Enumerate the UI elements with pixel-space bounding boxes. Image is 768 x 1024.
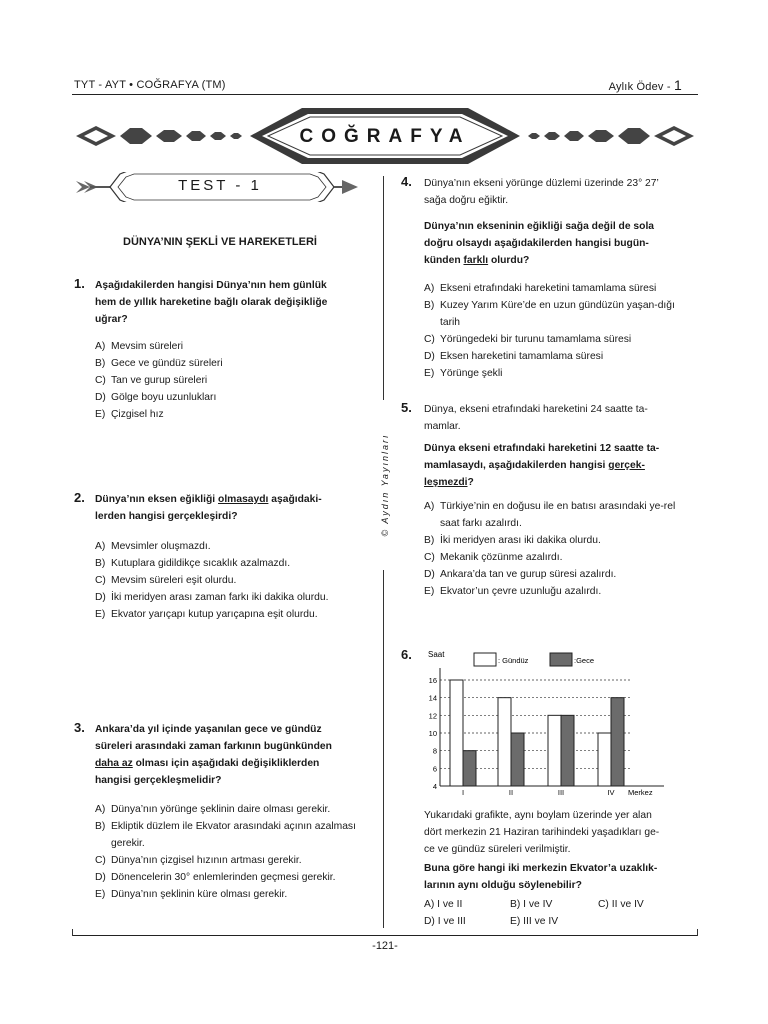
q5-option-c[interactable]: C) Mekanik çözünme azalırdı. xyxy=(424,552,563,563)
q1-stem-line: Aşağıdakilerden hangisi Dünya’nın hem günlük xyxy=(95,280,327,291)
q3-stem-text: olması için aşağıdaki değişikliklerden xyxy=(132,758,320,769)
q6-description xyxy=(424,807,696,858)
q4-options xyxy=(424,280,696,382)
q4-option-e[interactable]: E) Yörünge şekli xyxy=(424,368,503,379)
header-right xyxy=(609,77,682,93)
y-tick-label: 14 xyxy=(428,693,437,703)
q6-description-line: ce ve gündüz süreleri verilmiştir. xyxy=(424,844,571,855)
q4-intro-line: Dünya’nın ekseni yörünge düzlemi üzerinde 23° 27’ xyxy=(424,178,659,189)
q1-number: 1. xyxy=(74,276,85,291)
q4-number: 4. xyxy=(401,174,412,189)
footer-tick-left xyxy=(72,929,73,936)
q2-stem xyxy=(95,491,370,525)
q3-options xyxy=(95,801,370,903)
header-rule xyxy=(72,94,698,95)
q1-stem-line: hem de yıllık hareketine bağlı olarak değişikliğe xyxy=(95,297,328,308)
q5-stem-text: ? xyxy=(467,477,474,488)
q6-number: 6. xyxy=(401,647,412,662)
q1-stem xyxy=(95,277,370,328)
q2-option-e[interactable]: E) Ekvator yarıçapı kutup yarıçapına eşit olurdu. xyxy=(95,609,318,620)
q3-option-a[interactable]: A) Dünya’nın yörünge şeklinin daire olması gerekir. xyxy=(95,804,331,815)
q5-intro-line: mamlar. xyxy=(424,421,461,432)
q2-stem-text: Dünya’nın eksen eğikliği xyxy=(95,494,219,505)
y-tick-label: 6 xyxy=(432,764,437,774)
watermark: © Aydın Yayınları xyxy=(380,400,390,570)
q5-stem-underlined: leşmezdi xyxy=(424,477,468,488)
q5-intro xyxy=(424,401,696,435)
q5-stem-underlined: gerçek- xyxy=(608,460,645,471)
q5-intro-line: Dünya, ekseni etrafındaki hareketini 24 saatte ta- xyxy=(424,404,648,415)
q4-stem-text: olurdu? xyxy=(488,255,530,266)
bar-chart xyxy=(420,646,696,798)
q2-stem-underlined: olmasaydı xyxy=(218,494,269,505)
legend-swatch-gece xyxy=(550,653,572,666)
legend-swatch-gunduz xyxy=(474,653,496,666)
q3-number: 3. xyxy=(74,720,85,735)
q1-option-a[interactable]: A) Mevsim süreleri xyxy=(95,341,184,352)
q6-option-c[interactable]: C) II ve IV xyxy=(598,899,644,910)
y-ticks xyxy=(429,676,437,791)
q4-stem-line: doğru olsaydı aşağıdakilerden hangisi bugün- xyxy=(424,238,649,249)
page-number: -121- xyxy=(372,940,398,952)
q6-stem xyxy=(424,860,696,894)
q4-option-a[interactable]: A) Ekseni etrafındaki hareketini tamamlama süresi xyxy=(424,283,657,294)
q3-stem xyxy=(95,721,370,789)
q6-description-line: dört merkezin 21 Haziran tarihindeki yaşadıkları ge- xyxy=(424,827,660,838)
q1-options xyxy=(95,338,370,423)
q2-options xyxy=(95,538,370,623)
footer-rule xyxy=(72,935,698,936)
q5-option-d[interactable]: D) Ankara’da tan ve gurup süresi azalırdı. xyxy=(424,569,617,580)
legend-label-gece: :Gece xyxy=(574,656,595,665)
q3-stem-underlined: daha az xyxy=(95,758,133,769)
q5-option-b[interactable]: B) İki meridyen arası iki dakika olurdu. xyxy=(424,535,601,546)
q6-option-b[interactable]: B) I ve IV xyxy=(510,899,553,910)
bar-IV-gece xyxy=(611,698,624,786)
q4-stem xyxy=(424,218,696,269)
q5-stem-text: mamlasaydı, aşağıdakilerden hangisi xyxy=(424,460,609,471)
bar-IV-gunduz xyxy=(598,733,611,786)
q3-stem-line: Ankara’da yıl içinde yaşanılan gece ve gündüz xyxy=(95,724,322,735)
q2-number: 2. xyxy=(74,490,85,505)
bar-III-gece xyxy=(561,715,574,786)
q6-option-d[interactable]: D) I ve III xyxy=(424,916,466,927)
q2-option-b[interactable]: B) Kutuplara gidildikçe sıcaklık azalmazdı. xyxy=(95,558,291,569)
q4-option-d[interactable]: D) Eksen hareketini tamamlama süresi xyxy=(424,351,604,362)
bar-II-gece xyxy=(511,733,524,786)
q4-intro xyxy=(424,175,696,209)
x-ticks xyxy=(462,788,615,797)
q5-stem xyxy=(424,440,696,491)
q5-stem-line: Dünya ekseni etrafındaki hareketini 12 saatte ta- xyxy=(424,443,660,454)
q4-intro-line: sağa doğru eğiktir. xyxy=(424,195,509,206)
bar-I-gunduz xyxy=(450,680,463,786)
header-right-number: 1 xyxy=(674,77,682,93)
x-axis-label: Merkez xyxy=(628,788,653,797)
q6-stem-line: Buna göre hangi iki merkezin Ekvator’a uzaklık- xyxy=(424,863,658,874)
header-left: TYT - AYT • COĞRAFYA (TM) xyxy=(74,79,226,91)
q6-description-line: Yukarıdaki grafikte, aynı boylam üzerinde yer alan xyxy=(424,810,652,821)
q3-stem-line: süreleri arasındaki zaman farkının bugünkünden xyxy=(95,741,332,752)
q6-option-e[interactable]: E) III ve IV xyxy=(510,916,559,927)
q1-option-c[interactable]: C) Tan ve gurup süreleri xyxy=(95,375,208,386)
chart-legend xyxy=(474,653,594,666)
bar-I-gece xyxy=(463,751,476,786)
x-tick-label: II xyxy=(508,788,514,797)
q2-option-d[interactable]: D) İki meridyen arası zaman farkı iki dakika olurdu. xyxy=(95,592,329,603)
q5-options xyxy=(424,498,696,600)
q3-option-c[interactable]: C) Dünya’nın çizgisel hızının artması gerekir. xyxy=(95,855,302,866)
q3-option-b[interactable]: B) Ekliptik düzlem ile Ekvator arasındaki açının azalması gerekir. xyxy=(95,821,356,849)
q2-stem-line: lerden hangisi gerçekleşirdi? xyxy=(95,511,238,522)
legend-label-gunduz: : Gündüz xyxy=(498,656,529,665)
q3-stem-line: hangisi gerçekleşmelidir? xyxy=(95,775,222,786)
header-right-label: Aylık Ödev - xyxy=(608,81,671,93)
q1-option-e[interactable]: E) Çizgisel hız xyxy=(95,409,164,420)
x-tick-label: III xyxy=(557,788,565,797)
y-tick-label: 16 xyxy=(428,676,437,685)
q1-option-d[interactable]: D) Gölge boyu uzunlukları xyxy=(95,392,217,403)
q6-option-a[interactable]: A) I ve II xyxy=(424,899,463,910)
y-tick-label: 4 xyxy=(432,782,437,791)
q4-stem-line: Dünya’nın ekseninin eğikliği sağa değil de sola xyxy=(424,221,655,232)
q5-option-e[interactable]: E) Ekvator’un çevre uzunluğu azalırdı. xyxy=(424,586,602,597)
q4-option-c[interactable]: C) Yörüngedeki bir turunu tamamlama süresi xyxy=(424,334,632,345)
y-tick-label: 8 xyxy=(432,746,437,756)
q1-option-b[interactable]: B) Gece ve gündüz süreleri xyxy=(95,358,223,369)
q3-option-e[interactable]: E) Dünya’nın şeklinin küre olması gerekir. xyxy=(95,889,288,900)
x-tick-label: IV xyxy=(607,788,615,797)
q1-stem-line: uğrar? xyxy=(95,314,128,325)
q4-stem-text: künden xyxy=(424,255,464,266)
q3-option-d[interactable]: D) Dönencelerin 30° enlemlerinden geçmesi gerekir. xyxy=(95,872,336,883)
banner-title: COĞRAFYA xyxy=(299,126,471,147)
bar-II-gunduz xyxy=(498,698,511,786)
q2-option-a[interactable]: A) Mevsimler oluşmazdı. xyxy=(95,541,211,552)
test-label: TEST - 1 xyxy=(178,177,262,194)
y-tick-label: 12 xyxy=(428,711,437,721)
q5-option-a[interactable]: A) Türkiye’nin en doğusu ile en batısı arasındaki ye-rel saat farkı azalırdı. xyxy=(424,501,676,529)
q4-stem-underlined: farklı xyxy=(463,255,489,266)
x-tick-label: I xyxy=(461,788,465,797)
q2-stem-text: aşağıdaki- xyxy=(268,494,322,505)
q5-number: 5. xyxy=(401,400,412,415)
y-tick-label: 10 xyxy=(428,729,437,738)
subject-title: DÜNYA’NIN ŞEKLİ VE HAREKETLERİ xyxy=(123,236,317,248)
q4-option-b[interactable]: B) Kuzey Yarım Küre’de en uzun gündüzün yaşan-dığı tarih xyxy=(424,300,675,328)
q6-stem-line: larının aynı olduğu söylenebilir? xyxy=(424,880,582,891)
footer-tick-right xyxy=(697,929,698,936)
bar-III-gunduz xyxy=(548,715,561,786)
y-axis-label: Saat xyxy=(428,650,445,659)
q2-option-c[interactable]: C) Mevsim süreleri eşit olurdu. xyxy=(95,575,237,586)
